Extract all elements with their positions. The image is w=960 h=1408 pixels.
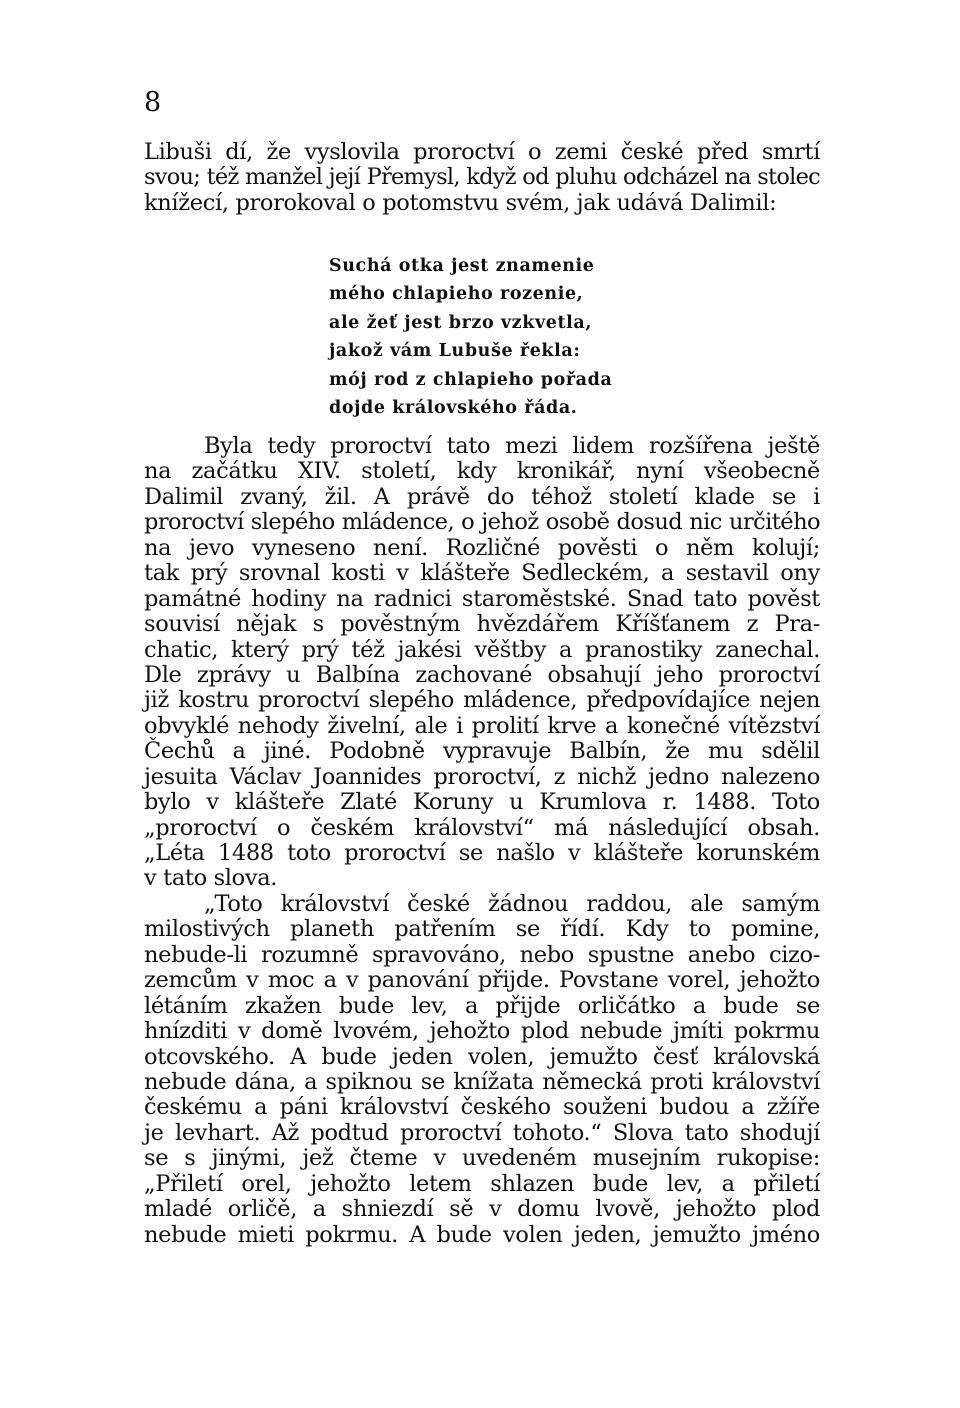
text-line: již kostru proroctví slepého mládence, předpovídajíce nejen	[144, 687, 820, 714]
intro-paragraph	[144, 140, 820, 216]
poem-line: jakož vám Lubuše řekla:	[329, 341, 581, 362]
body-text	[144, 434, 820, 1248]
text-line: létáním zkažen bude lev, a přijde orličátko a bude se	[144, 992, 820, 1019]
text-line: na jevo vyneseno není. Rozličné pověsti o něm kolují;	[144, 534, 820, 561]
text-line: nebude mieti pokrmu. A bude volen jeden, jemužto jméno	[144, 1221, 820, 1248]
text-line: tak prý srovnal kosti v klášteře Sedleckém, a sestavil ony	[144, 560, 820, 587]
poem-line: mého chlapieho rozenie,	[329, 284, 584, 305]
text-line: Dle zprávy u Balbína zachované obsahují jeho proroctví	[144, 661, 820, 688]
text-line: „Přiletí orel, jehožto letem shlazen bude lev, a přiletí	[144, 1170, 820, 1197]
text-line: nebude-li rozumně spravováno, nebo spustne anebo cizo-	[144, 941, 820, 968]
text-line: českému a páni království českého souženi budou a zžíře	[144, 1094, 820, 1121]
text-line: „Toto království české žádnou raddou, ale samým	[204, 890, 820, 917]
poem-line: Suchá otka jest znamenie	[329, 256, 595, 276]
text-line: se s jinými, jež čteme v uvedeném musejním rukopise:	[144, 1145, 820, 1172]
text-line: souvisí nějak s pověstným hvězdářem Kříšťanem z Pra-	[144, 611, 820, 638]
text-line: svou; též manžel její Přemysl, když od pluhu odcházel na stolec	[144, 164, 820, 191]
poem-line: dojde královského řáda.	[329, 397, 578, 418]
text-line: zemcům v moc a v panování přijde. Povstane vorel, jehožto	[144, 967, 820, 994]
text-line: proroctví slepého mládence, o jehož osobě dosud nic určitého	[144, 509, 820, 536]
text-line: milostivých planeth patřením se řídí. Kdy to pomine,	[144, 916, 820, 943]
text-line: chatic, který prý též jakési věštby a pranostiky zanechal.	[144, 636, 820, 663]
text-line: obvyklé nehody živelní, ale i prolití krve a konečné vítězství	[144, 712, 820, 739]
poem-quote	[329, 252, 612, 422]
text-line: knížecí, prorokoval o potomstvu svém, jak udává Dalimil:	[144, 189, 777, 216]
text-line: jesuita Václav Joannides proroctví, z nichž jedno nalezeno	[144, 763, 820, 790]
text-line: na začátku XIV. století, kdy kronikář, nyní všeobecně	[144, 458, 820, 485]
text-line: „proroctví o českém království“ má následující obsah.	[144, 814, 820, 841]
text-line: je levhart. Až podtud proroctví tohoto.“ Slova tato shodují	[144, 1119, 820, 1146]
page-number: 8	[144, 87, 162, 118]
text-line: hnízditi v domě lvovém, jehožto plod nebude jmíti pokrmu	[144, 1018, 820, 1045]
text-line: „Léta 1488 toto proroctví se našlo v klášteře korunském	[144, 840, 820, 866]
text-line: Dalimil zvaný, žil. A právě do téhož století klade se i	[144, 483, 820, 510]
text-line: nebude dána, a spiknou se knížata německá proti království	[144, 1068, 820, 1095]
poem-line: ale žeť jest brzo vzkvetla,	[329, 312, 593, 333]
text-line: v tato slova.	[144, 865, 278, 892]
text-line: mladé orličě, a shniezdí sě v domu lvově, jehožto plod	[144, 1196, 820, 1223]
poem-line: mój rod z chlapieho pořada	[329, 369, 613, 390]
text-line: památné hodiny na radnici staroměstské. Snad tato pověst	[144, 585, 820, 612]
text-line: bylo v klášteře Zlaté Koruny u Krumlova r. 1488. Toto	[144, 789, 820, 816]
text-line: Čechů a jiné. Podobně vypravuje Balbín, že mu sdělil	[144, 738, 820, 765]
text-line: Libuši dí, že vyslovila proroctví o zemi české před smrtí	[144, 139, 820, 165]
text-line: Byla tedy proroctví tato mezi lidem rozšířena ještě	[204, 433, 820, 459]
text-line: otcovského. A bude jeden volen, jemužto česť královská	[144, 1043, 820, 1070]
